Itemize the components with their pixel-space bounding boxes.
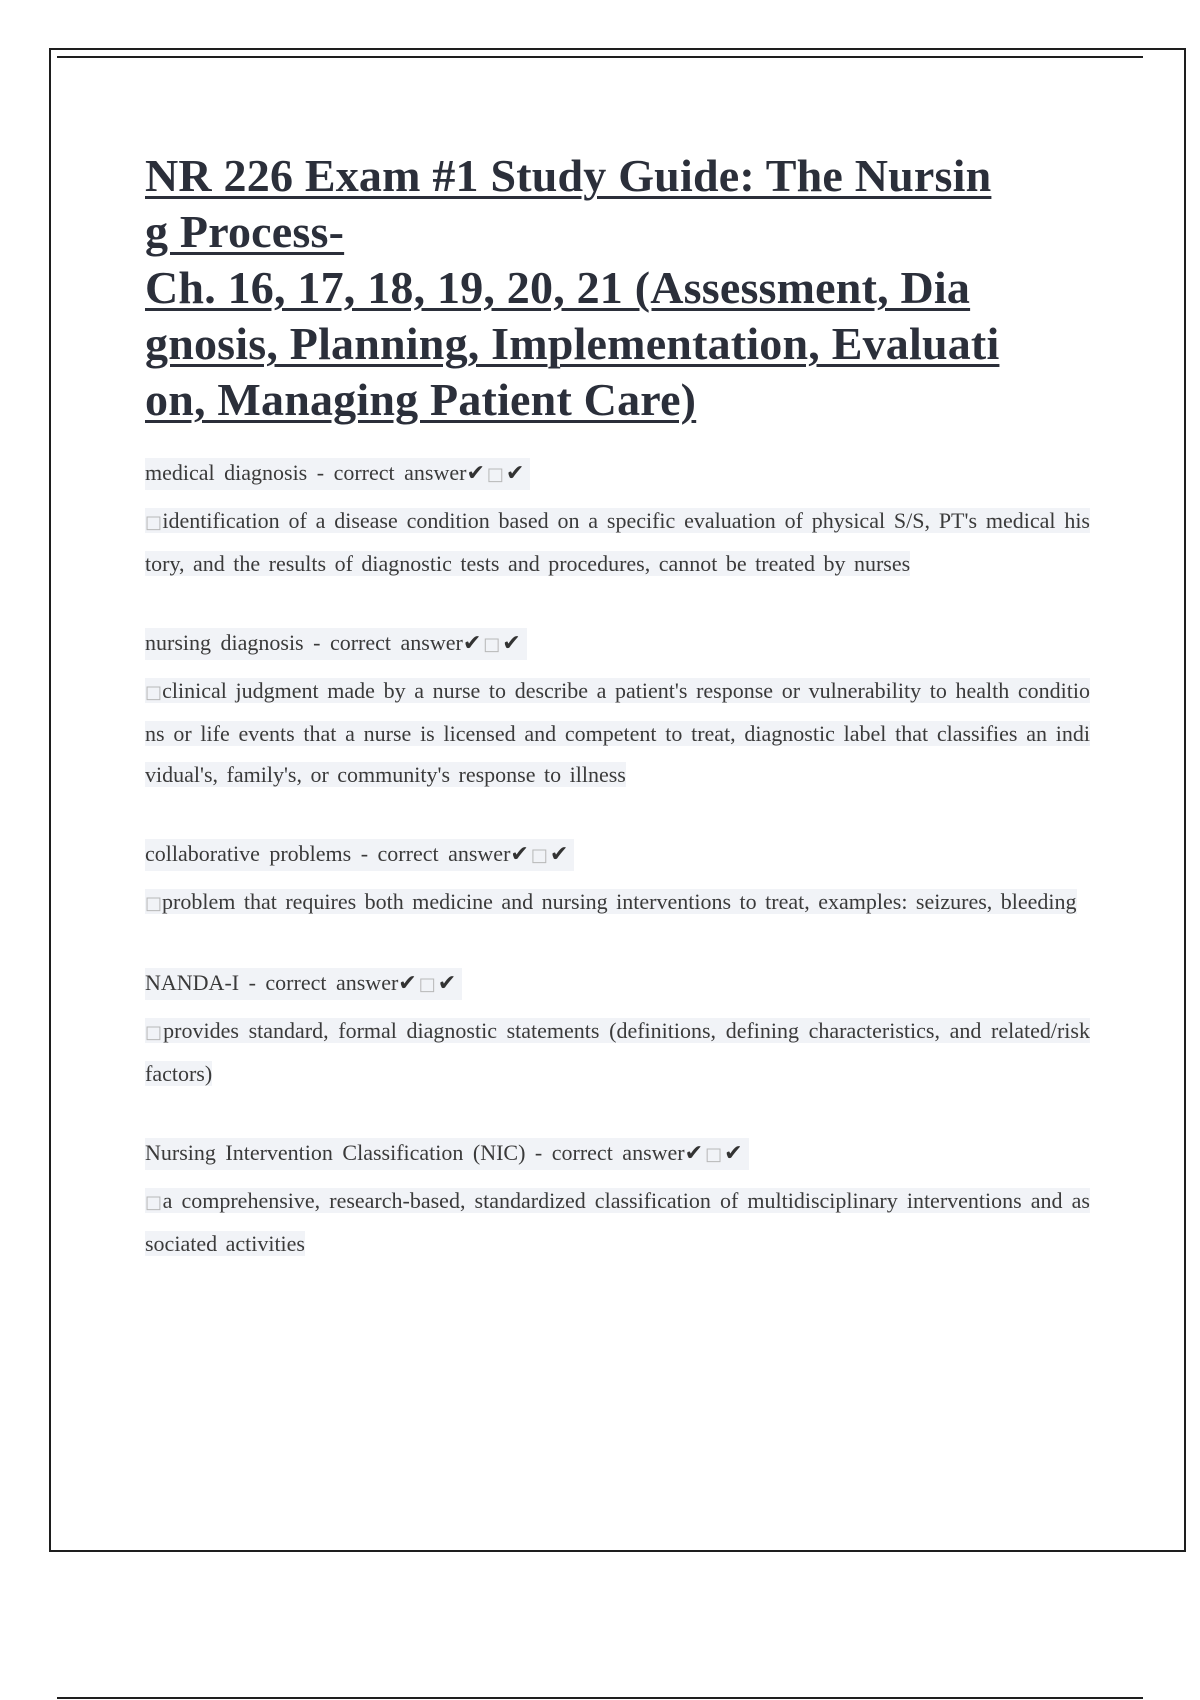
check-icon: ✔ [549, 842, 569, 867]
definition-text: problem that requires both medicine and nursing interventions to treat, examples: seizures, bleeding [162, 889, 1077, 914]
document-title [145, 148, 1090, 428]
box-icon: □ [145, 893, 163, 914]
term-line [145, 968, 462, 1000]
qa-entry-nic [145, 1138, 1090, 1264]
definition [145, 881, 1090, 924]
check-icon: ✔ [466, 461, 485, 486]
check-icon: ✔ [437, 971, 457, 996]
definition [145, 1010, 1090, 1094]
term-line [145, 1138, 749, 1170]
check-icon: ✔ [505, 461, 525, 486]
definition [145, 670, 1090, 795]
qa-entry-collaborative-problems [145, 839, 1090, 924]
definition-text: provides standard, formal diagnostic statements (definitions, defining characteristics, and related/risk factors) [145, 1018, 1090, 1086]
box-icon: □ [145, 682, 163, 703]
term-text: collaborative problems - correct answer [145, 841, 511, 866]
qa-entry-nanda-i [145, 968, 1090, 1094]
term-text: NANDA-I - correct answer [145, 970, 399, 995]
term-line [145, 839, 574, 871]
definition-text: clinical judgment made by a nurse to describe a patient's response or vulnerability to health conditions or life events that a nurse is licensed and competent to treat, diagnostic label that classifies an individual's, family's, or community's response to illness [145, 678, 1090, 787]
definition-text: a comprehensive, research-based, standardized classification of multidisciplinary interventions and associated activities [145, 1188, 1090, 1256]
check-icon: ✔ [684, 1141, 704, 1166]
document-content [145, 148, 1090, 1308]
check-icon: ✔ [502, 631, 521, 656]
term-line [145, 628, 527, 660]
term-text: medical diagnosis - correct answer [145, 460, 467, 485]
title-line: g Process- [145, 206, 345, 257]
qa-entry-medical-diagnosis [145, 458, 1090, 584]
term-text: nursing diagnosis - correct answer [145, 630, 463, 655]
box-icon: □ [145, 512, 163, 533]
qa-list [145, 458, 1090, 1264]
qa-entry-nursing-diagnosis [145, 628, 1090, 795]
check-icon: ✔ [398, 971, 417, 996]
check-icon: ✔ [462, 631, 482, 656]
definition-text: identification of a disease condition based on a specific evaluation of physical S/S, PT's medical history, and the results of diagnostic tests and procedures, cannot be treated by nurses [145, 508, 1090, 576]
box-icon: □ [483, 634, 501, 655]
box-icon: □ [486, 464, 504, 485]
definition [145, 1180, 1090, 1264]
title-line: NR 226 Exam #1 Study Guide: The Nursin [145, 150, 992, 201]
title-line: Ch. 16, 17, 18, 19, 20, 21 (Assessment, Dia [145, 262, 971, 313]
check-icon: ✔ [724, 1141, 743, 1166]
box-icon: □ [705, 1144, 723, 1165]
term-text: Nursing Intervention Classification (NIC) - correct answer [145, 1140, 685, 1165]
bottom-rule [57, 1697, 1143, 1699]
box-icon: □ [145, 1192, 163, 1213]
title-line: gnosis, Planning, Implementation, Evaluati [145, 318, 1000, 369]
box-icon: □ [145, 1022, 164, 1043]
definition [145, 500, 1090, 584]
title-line: on, Managing Patient Care) [145, 374, 697, 425]
box-icon: □ [418, 974, 436, 995]
box-icon: □ [530, 845, 548, 866]
term-line [145, 458, 530, 490]
check-icon: ✔ [510, 842, 529, 867]
